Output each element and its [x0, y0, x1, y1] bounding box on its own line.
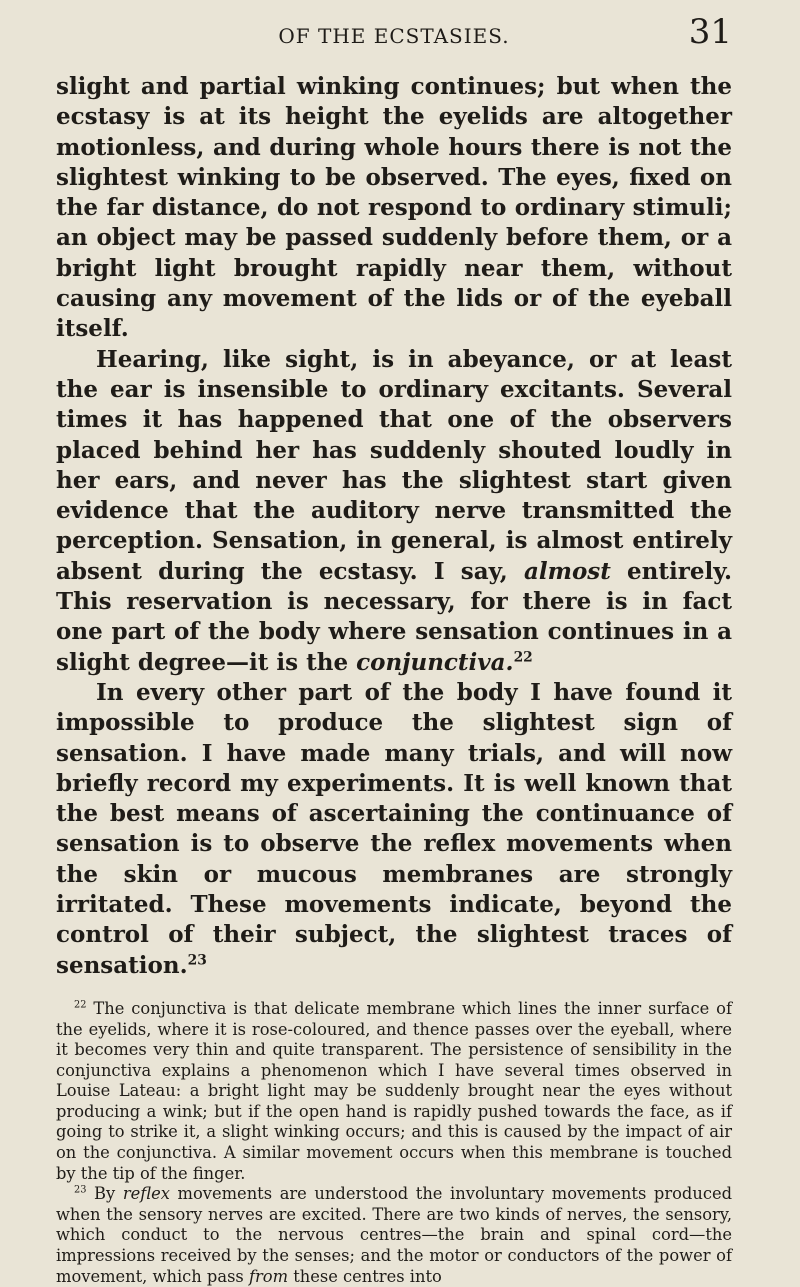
footnote-23: [56, 1184, 732, 1287]
footnote-ref: 22: [513, 648, 533, 665]
italic-text: almost: [523, 557, 611, 585]
footnote-22: [56, 999, 732, 1184]
italic-text: reflex: [122, 1184, 170, 1204]
text-run: By: [86, 1184, 123, 1204]
text-run: The conjunctiva is that delicate membrane which lines the inner surface of the eyelids, where it is rose-coloured, and thence passes over the eyeball, where it becomes very thin and quite transparent. The persistence of sensibility in the conjunctiva explains a phenomenon which I have several times observed in Louise Lateau: a bright light may be suddenly brought near the eyes without producing a wink; but if the open hand is rapidly pushed towards the face, as if going to strike it, a slight winking occurs; and this is caused by the impact of air on the conjunctiva. A similar movement occurs when this membrane is touched by the tip of the finger.: [56, 998, 732, 1183]
text-run: movements are understood the involuntary movements produced when the sensory nerves are excited. There are two kinds of nerves, the sensory, which conduct to the nervous centres—the brain and spinal cord—the impressions received by the senses; and the motor or conductors of the power of movement, which pass: [56, 1184, 732, 1286]
italic-text: from: [248, 1266, 289, 1286]
paragraph-2: [56, 345, 732, 678]
text-run: Hearing, like sight, is in abeyance, or at least the ear is insensible to ordinary excitants. Several times it has happened that one of the observers placed behind her has suddenly shouted loudly in her ears, and never has the slightest start given evidence that the auditory nerve transmitted the perception. Sensation, in general, is almost entirely absent during the ecstasy. I say,: [56, 345, 732, 585]
footnotes: [56, 999, 732, 1287]
page-number: 31: [688, 12, 732, 52]
footnote-ref: 22: [74, 999, 87, 1011]
footnote-ref: 23: [74, 1184, 87, 1196]
text-run: slight and partial winking continues; but when the ecstasy is at its height the eyelids are altogether motionless, and during whole hours there is not the slightest winking to be observed. The eyes, fixed on the far distance, do not respond to ordinary stimuli; an object may be passed suddenly before them, or a bright light brought rapidly near them, without causing any movement of the lids or of the eyeball itself.: [56, 73, 732, 343]
text-run: entirely. This reservation is necessary, for there is in fact one part of the body where sensation continues in a slight degree—it is the: [56, 557, 732, 676]
text-run: In every other part of the body I have found it impossible to produce the slightest sign of sensation. I have made many trials, and will now briefly record my experiments. It is well known that the best means of ascertaining the continuance of sensation is to observe the reflex movements when the skin or mucous membranes are strongly irritated. These movements indicate, beyond the control of their subject, the slightest traces of sensation.: [56, 678, 732, 979]
page-header: [56, 0, 732, 52]
paragraph-1: [56, 72, 732, 345]
italic-text: conjunctiva.: [356, 648, 514, 676]
body-text: [56, 72, 732, 981]
footnote-ref: 23: [187, 951, 207, 968]
running-title: OF THE ECSTASIES.: [278, 24, 510, 48]
text-run: these centres into: [288, 1266, 442, 1286]
paragraph-3: [56, 678, 732, 981]
